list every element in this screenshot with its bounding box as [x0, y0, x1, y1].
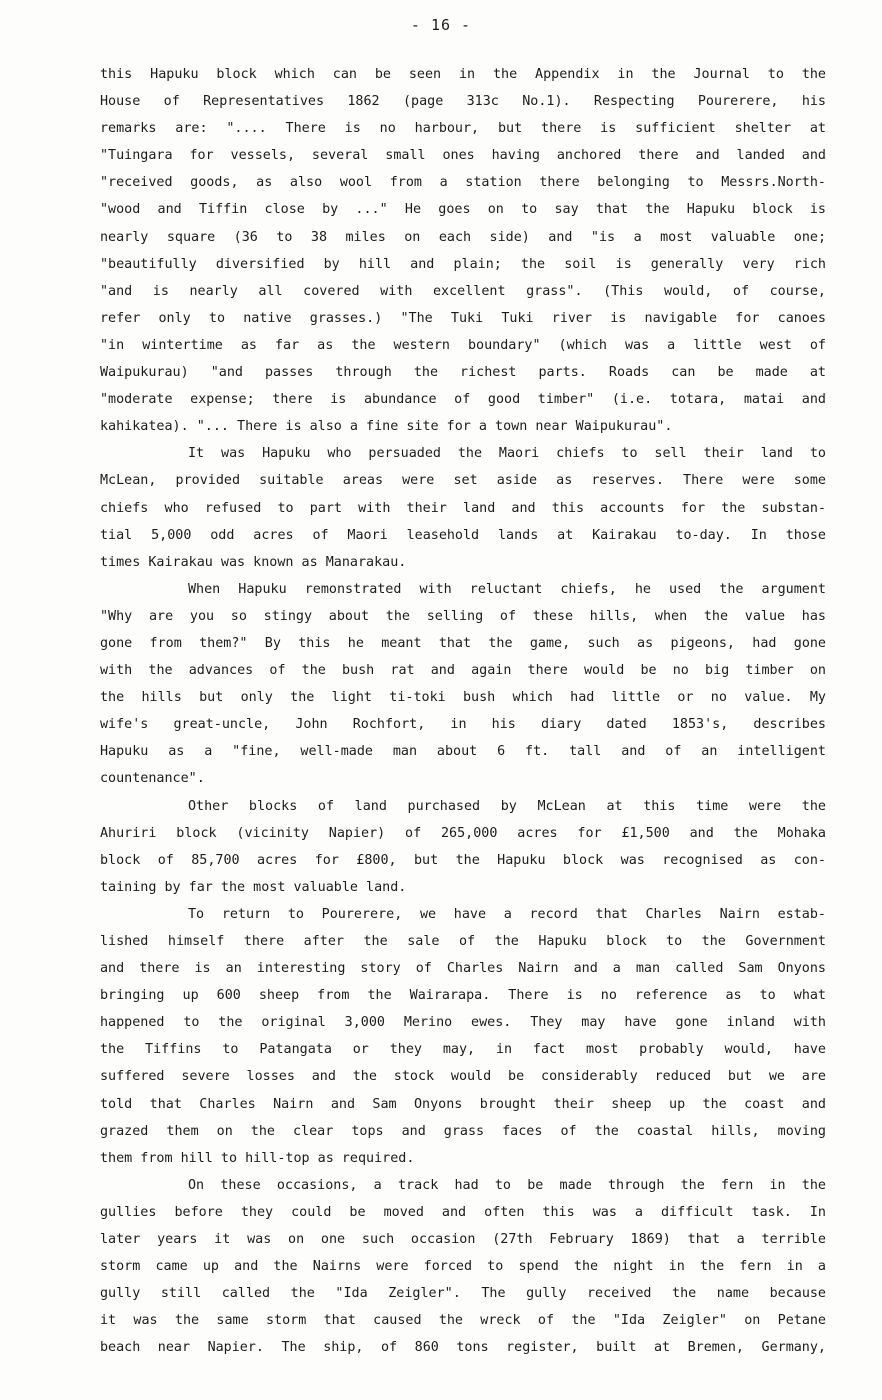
text-line: later years it was on one such occasion (27th February 1869) that a terrible — [100, 1232, 826, 1248]
text-line: remarks are: ".... There is no harbour, but there is sufficient shelter at — [100, 121, 826, 137]
body-text — [100, 61, 826, 1362]
text-line: On these occasions, a track had to be made through the fern in the — [188, 1177, 826, 1193]
text-line: "beautifully diversified by hill and plain; the soil is generally very rich — [100, 256, 826, 272]
text-line: with the advances of the bush rat and again there would be no big timber on — [100, 663, 826, 679]
text-line: tial 5,000 odd acres of Maori leasehold lands at Kairakau to-day. In those — [100, 527, 826, 543]
text-line: gone from them?" By this he meant that the game, such as pigeons, had gone — [100, 635, 826, 651]
text-line: wife's great-uncle, John Rochfort, in his diary dated 1853's, describes — [100, 717, 826, 733]
text-line: suffered severe losses and the stock would be considerably reduced but we are — [100, 1069, 826, 1085]
text-line: them from hill to hill-top as required. — [100, 1150, 415, 1166]
text-line: chiefs who refused to part with their land and this accounts for the substan- — [100, 500, 826, 516]
text-line: the Tiffins to Patangata or they may, in fact most probably would, have — [100, 1042, 826, 1058]
text-line: House of Representatives 1862 (page 313c No.1). Respecting Pourerere, his — [100, 94, 826, 110]
text-line: times Kairakau was known as Manarakau. — [100, 554, 407, 570]
text-line: happened to the original 3,000 Merino ewes. They may have gone inland with — [100, 1015, 826, 1031]
text-line: Waipukurau) "and passes through the richest parts. Roads can be made at — [100, 365, 826, 381]
text-line: "and is nearly all covered with excellent grass". (This would, of course, — [100, 283, 826, 299]
page-number: - 16 - — [410, 16, 472, 34]
text-line: Ahuriri block (vicinity Napier) of 265,000 acres for £1,500 and the Mohaka — [100, 825, 826, 841]
text-line: "moderate expense; there is abundance of good timber" (i.e. totara, matai and — [100, 392, 826, 408]
text-line: taining by far the most valuable land. — [100, 879, 407, 895]
text-line: Hapuku as a "fine, well-made man about 6 ft. tall and of an intelligent — [100, 744, 826, 760]
text-line: countenance". — [100, 771, 205, 787]
text-line: and there is an interesting story of Charles Nairn and a man called Sam Onyons — [100, 961, 826, 977]
text-line: storm came up and the Nairns were forced to spend the night in the fern in a — [100, 1259, 826, 1275]
text-line: it was the same storm that caused the wreck of the "Ida Zeigler" on Petane — [100, 1313, 826, 1329]
text-line: told that Charles Nairn and Sam Onyons brought their sheep up the coast and — [100, 1096, 826, 1112]
text-line: When Hapuku remonstrated with reluctant chiefs, he used the argument — [188, 581, 826, 597]
text-line: this Hapuku block which can be seen in the Appendix in the Journal to the — [100, 67, 826, 82]
text-line: "Tuingara for vessels, several small ones having anchored there and landed and — [100, 148, 826, 164]
text-line: "in wintertime as far as the western boundary" (which was a little west of — [100, 337, 826, 353]
text-line: beach near Napier. The ship, of 860 tons register, built at Bremen, Germany, — [100, 1340, 826, 1356]
text-line: grazed them on the clear tops and grass faces of the coastal hills, moving — [100, 1123, 826, 1139]
text-line: "received goods, as also wool from a station there belonging to Messrs.North- — [100, 175, 826, 191]
text-line: the hills but only the light ti-toki bush which had little or no value. My — [100, 690, 826, 706]
text-line: It was Hapuku who persuaded the Maori chiefs to sell their land to — [188, 446, 826, 462]
text-line: McLean, provided suitable areas were set aside as reserves. There were some — [100, 473, 826, 489]
text-line: gullies before they could be moved and often this was a difficult task. In — [100, 1204, 826, 1220]
text-line: block of 85,700 acres for £800, but the Hapuku block was recognised as con- — [100, 852, 826, 868]
text-line: nearly square (36 to 38 miles on each side) and "is a most valuable one; — [100, 229, 826, 245]
text-line: refer only to native grasses.) "The Tuki Tuki river is navigable for canoes — [100, 310, 826, 326]
text-line: Other blocks of land purchased by McLean at this time were the — [188, 798, 826, 814]
text-line: bringing up 600 sheep from the Wairarapa. There is no reference as to what — [100, 988, 826, 1004]
text-line: "wood and Tiffin close by ..." He goes on to say that the Hapuku block is — [100, 202, 826, 218]
text-line: "Why are you so stingy about the selling of these hills, when the value has — [100, 608, 826, 624]
text-line: To return to Pourerere, we have a record that Charles Nairn estab- — [188, 906, 826, 922]
text-line: lished himself there after the sale of the Hapuku block to the Government — [100, 934, 826, 949]
text-line: kahikatea). "... There is also a fine site for a town near Waipukurau". — [100, 419, 673, 435]
text-line: gully still called the "Ida Zeigler". The gully received the name because — [100, 1286, 826, 1302]
